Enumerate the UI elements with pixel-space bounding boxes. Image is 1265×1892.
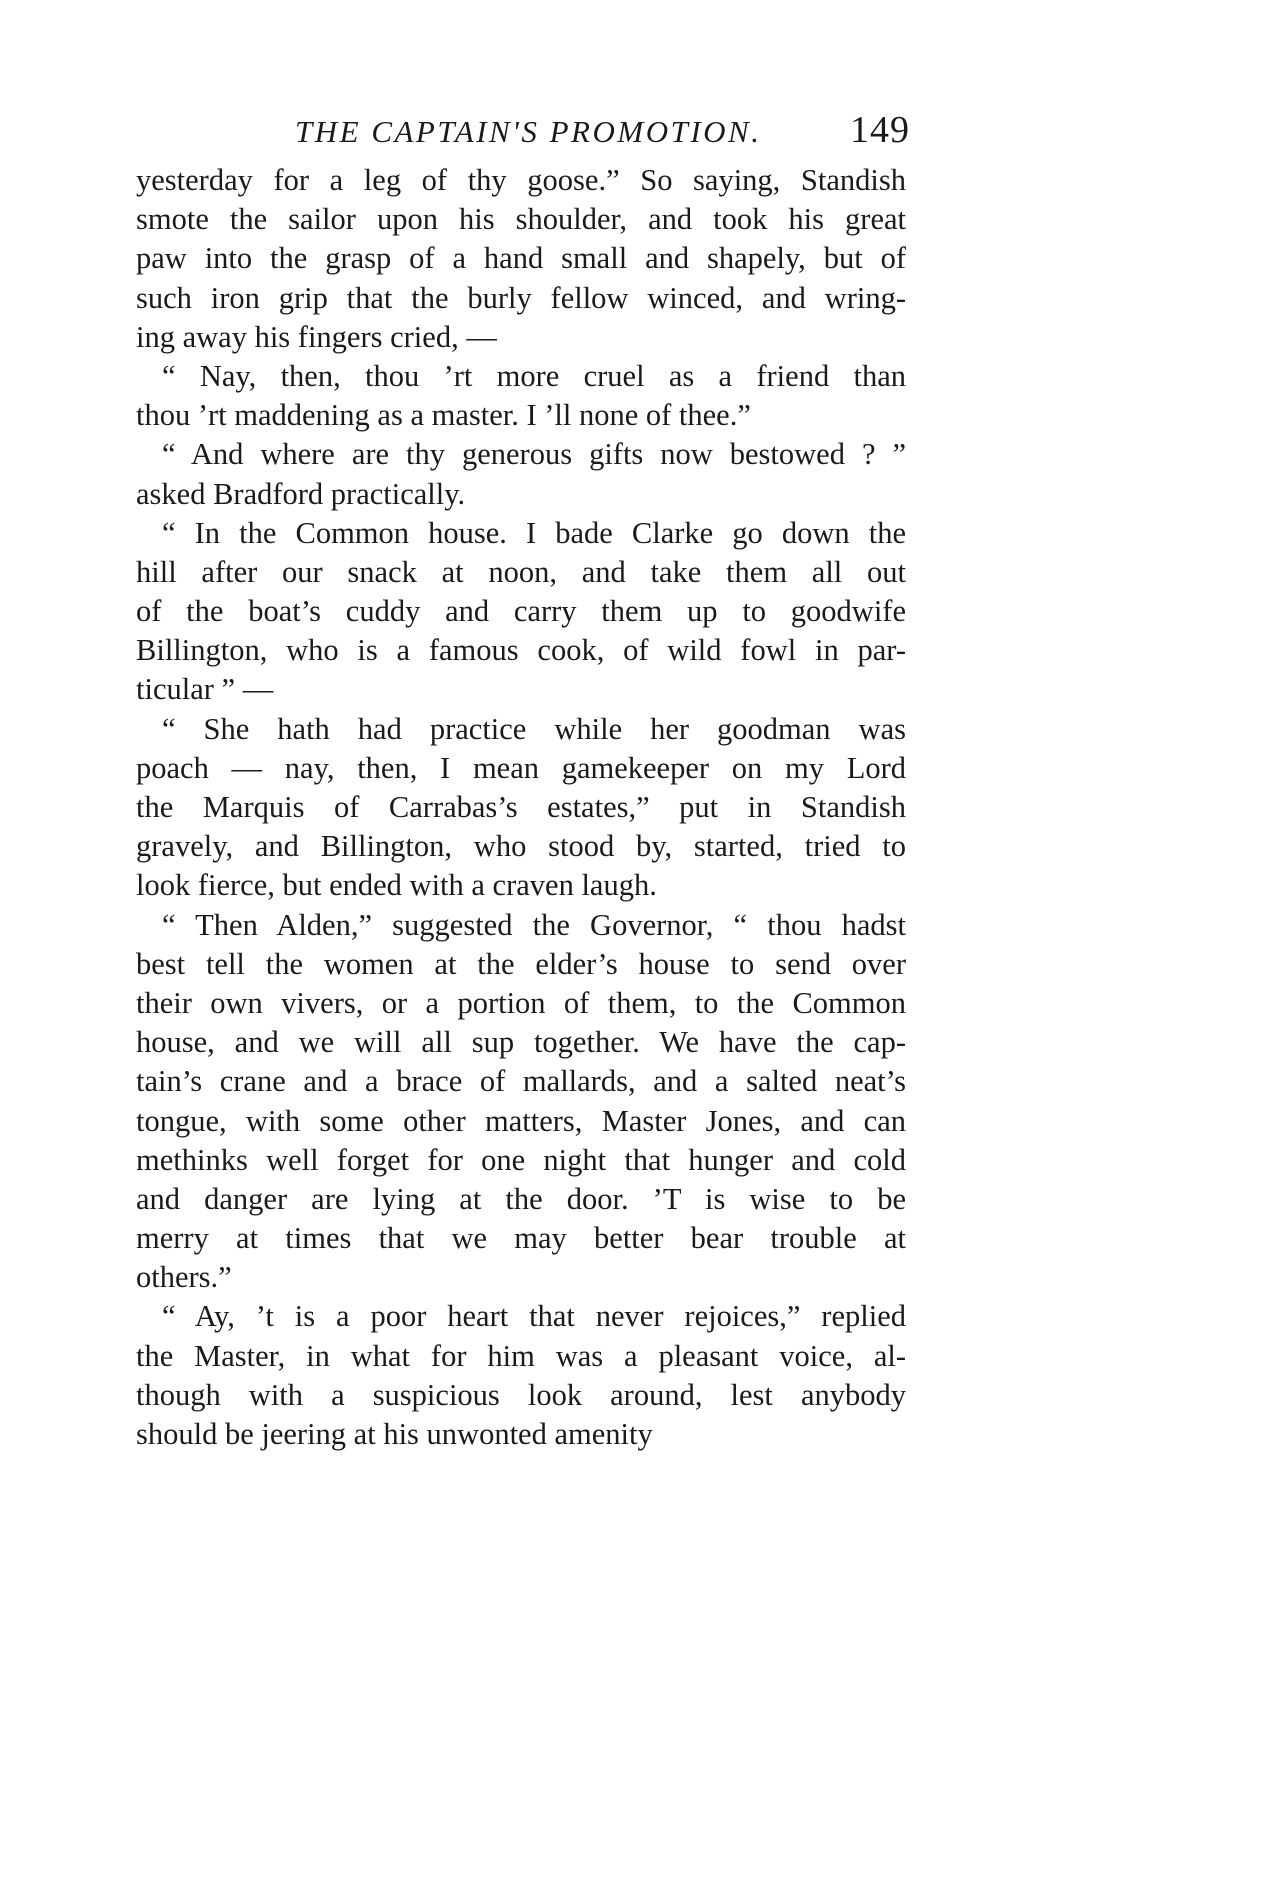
text-line: their own vivers, or a portion of them, to the Common [136, 985, 906, 1020]
text-line: of the boat’s cuddy and carry them up to goodwife [136, 594, 906, 629]
paragraph [136, 906, 906, 1298]
text-line: “ Nay, then, thou ’rt more cruel as a friend than [162, 358, 906, 393]
text-line: the Master, in what for him was a pleasant voice, al- [136, 1338, 906, 1373]
text-line: ing away his fingers cried, — [136, 319, 497, 354]
text-line: asked Bradford practically. [136, 476, 466, 511]
page-number: 149 [850, 109, 910, 151]
text-line: poach — nay, then, I mean gamekeeper on my Lord [136, 750, 906, 785]
text-line: should be jeering at his unwonted amenity [136, 1417, 653, 1451]
running-title: THE CAPTAIN'S PROMOTION. [295, 114, 762, 149]
text-line: the Marquis of Carrabas’s estates,” put in Standish [136, 790, 906, 824]
paragraph [136, 435, 906, 513]
text-line: “ She hath had practice while her goodman was [162, 711, 906, 746]
text-line: Billington, who is a famous cook, of wild fowl in par- [136, 633, 906, 668]
body-text [136, 161, 906, 1454]
text-line: ticular ” — [136, 672, 274, 707]
text-line: and danger are lying at the door. ’T is wise to be [136, 1181, 906, 1216]
text-line: house, and we will all sup together. We have the cap- [136, 1025, 906, 1060]
text-line: “ And where are thy generous gifts now bestowed ? ” [162, 437, 906, 472]
text-line: tongue, with some other matters, Master Jones, and can [136, 1103, 906, 1138]
text-line: “ In the Common house. I bade Clarke go down the [162, 515, 906, 550]
text-line: “ Ay, ’t is a poor heart that never rejoices,” replied [162, 1299, 906, 1334]
text-line: best tell the women at the elder’s house to send over [136, 946, 906, 981]
paragraph [136, 161, 906, 357]
paragraph [136, 357, 906, 435]
text-line: thou ’rt maddening as a master. I ’ll none of thee.” [136, 398, 751, 433]
paragraph [136, 514, 906, 710]
text-line: tain’s crane and a brace of mallards, and a salted neat’s [136, 1064, 906, 1099]
text-line: though with a suspicious look around, lest anybody [136, 1377, 906, 1412]
text-line: others.” [136, 1260, 232, 1295]
text-line: gravely, and Billington, who stood by, started, tried to [136, 829, 906, 864]
text-line: yesterday for a leg of thy goose.” So saying, Standish [136, 163, 906, 197]
paragraph [136, 710, 906, 906]
text-line: “ Then Alden,” suggested the Governor, “ thou hadst [162, 907, 906, 942]
text-line: look fierce, but ended with a craven laugh. [136, 868, 657, 903]
text-line: merry at times that we may better bear trouble at [136, 1221, 906, 1256]
text-line: hill after our snack at noon, and take them all out [136, 554, 906, 589]
text-line: paw into the grasp of a hand small and shapely, but of [136, 241, 906, 276]
text-line: methinks well forget for one night that hunger and cold [136, 1142, 906, 1177]
paragraph [136, 1297, 906, 1454]
text-line: such iron grip that the burly fellow winced, and wring- [136, 280, 906, 315]
running-head [140, 108, 910, 158]
text-line: smote the sailor upon his shoulder, and took his great [136, 202, 906, 237]
